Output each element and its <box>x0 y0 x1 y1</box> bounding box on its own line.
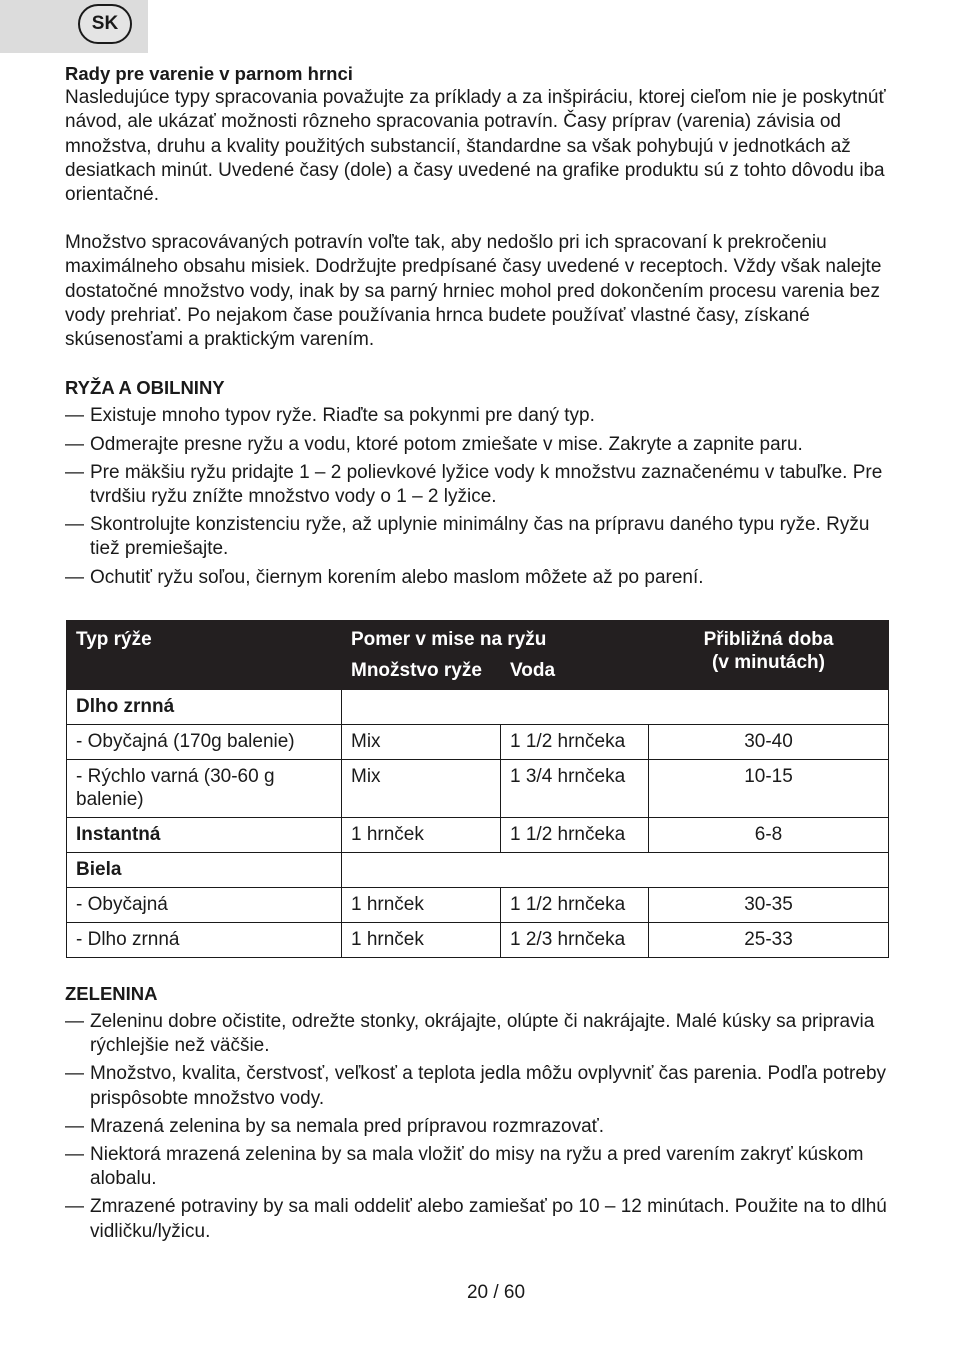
time-cell: 25-33 <box>649 922 889 957</box>
page-content <box>65 62 895 1248</box>
rice-tip <box>65 566 895 590</box>
rice-heading: RYŽA A OBILNINY <box>65 377 225 399</box>
col-water-header: Voda <box>501 658 649 689</box>
dash-bullet: — <box>65 1011 84 1033</box>
rice-tip <box>65 513 895 561</box>
time-cell: 30-40 <box>649 724 889 759</box>
type-cell: Instantná <box>67 817 342 852</box>
water-cell: 1 2/3 hrnčeka <box>501 922 649 957</box>
language-tab <box>0 0 148 53</box>
empty-cell <box>342 689 889 724</box>
col-ratio-header: Pomer v mise na ryžu <box>342 620 649 658</box>
vegetable-tip <box>65 1115 895 1139</box>
dash-bullet: — <box>65 1144 84 1166</box>
rice-tip-text: Skontrolujte konzistenciu ryže, až uplynie minimálny čas na prípravu daného typu ryže. Ryžu tiež premiešajte. <box>90 514 870 560</box>
time-cell: 30-35 <box>649 887 889 922</box>
water-cell: 1 1/2 hrnčeka <box>501 887 649 922</box>
dash-bullet: — <box>65 1196 84 1218</box>
col-type-header: Typ rýže <box>67 620 342 689</box>
amount-cell: 1 hrnček <box>342 887 501 922</box>
type-cell: - Obyčajná <box>67 887 342 922</box>
rice-tip-text: Existuje mnoho typov ryže. Riaďte sa pokynmi pre daný typ. <box>90 405 595 427</box>
vegetable-tip <box>65 1010 895 1058</box>
water-cell: 1 1/2 hrnčeka <box>501 817 649 852</box>
vegetable-tip-text: Zeleninu dobre očistite, odrežte stonky, okrájajte, olúpte či nakrájajte. Malé kúsky sa pripravia rýchlejšie než väčšie. <box>90 1011 875 1057</box>
language-badge: SK <box>78 4 132 44</box>
col-time-header <box>649 620 889 689</box>
dash-bullet: — <box>65 433 84 455</box>
intro-paragraph-1: Nasledujúce typy spracovania považujte za príklady a za inšpiráciu, ktorej cieľom nie je poskytnúť návod, ale ukázať možnosti rôzneho spracovania potravín. Časy príprav (varenia) závisia od množstva, druhu a kvality použitých substancií, štandardne sa však pohybujú v jednotkách až desiatkach minút. Uvedené časy (dole) a časy uvedené na grafike produktu sú z tohto dôvodu iba orientačné. <box>65 87 886 206</box>
intro-paragraph-2: Množstvo spracovávaných potravín voľte tak, aby nedošlo pri ich spracovaní k prekročeniu maximálneho obsahu misiek. Dodržujte predpísané časy uvedené v receptoch. Vždy však nalejte dostatočné množstvo vody, inak by sa parný hrniec mohol pred dokončením procesu varenia bez vody prehriať. Po nejakom čase používania hrnca budete používať vlastné časy, získané skúsenosťami a praktickým varením. <box>65 232 882 351</box>
rice-tips-list <box>65 404 895 589</box>
col-amount-header: Množstvo ryže <box>342 658 501 689</box>
empty-cell <box>342 852 889 887</box>
table-group-row <box>67 689 889 724</box>
type-cell: - Rýchlo varná (30-60 g balenie) <box>67 759 342 817</box>
type-cell: - Dlho zrnná <box>67 922 342 957</box>
rice-table <box>66 620 889 958</box>
time-cell: 10-15 <box>649 759 889 817</box>
intro-title: Rady pre varenie v parnom hrnci <box>65 63 353 84</box>
table-row <box>67 817 889 852</box>
amount-cell: 1 hrnček <box>342 922 501 957</box>
dash-bullet: — <box>65 566 84 588</box>
table-row <box>67 887 889 922</box>
dash-bullet: — <box>65 1063 84 1085</box>
dash-bullet: — <box>65 405 84 427</box>
type-cell: - Obyčajná (170g balenie) <box>67 724 342 759</box>
dash-bullet: — <box>65 514 84 536</box>
amount-cell: Mix <box>342 759 501 817</box>
water-cell: 1 1/2 hrnčeka <box>501 724 649 759</box>
water-cell: 1 3/4 hrnčeka <box>501 759 649 817</box>
col-time-line2: (v minutách) <box>712 651 825 673</box>
rice-tip-text: Ochutiť ryžu soľou, čiernym korením alebo maslom môžete až po parení. <box>90 566 704 588</box>
dash-bullet: — <box>65 461 84 483</box>
col-time-line1: Přibližná doba <box>703 628 834 650</box>
page-number: 20 / 60 <box>466 1282 526 1303</box>
vegetable-tip-text: Niektorá mrazená zelenina by sa mala vložiť do misy na ryžu a pred varením zakryť kúskom alobalu. <box>90 1144 864 1190</box>
group-label-cell: Biela <box>67 852 342 887</box>
amount-cell: Mix <box>342 724 501 759</box>
time-cell: 6-8 <box>649 817 889 852</box>
rice-tip-text: Pre mäkšiu ryžu pridajte 1 – 2 polievkové lyžice vody k množstvu zaznačenému v tabuľke. Pre tvrdšiu ryžu znížte množstvo vody o 1 – 2 lyžice. <box>90 461 883 508</box>
table-group-row <box>67 852 889 887</box>
vegetable-tip-text: Zmrazené potraviny by sa mali oddeliť alebo zamiešať po 10 – 12 minútach. Použite na to dlhú vidličku/lyžicu. <box>90 1196 887 1242</box>
vegetable-tip <box>65 1062 895 1110</box>
vegetable-tip-text: Množstvo, kvalita, čerstvosť, veľkosť a teplota jedla môžu ovplyvniť čas parenia. Podľa potreby prispôsobte množstvo vody. <box>90 1063 887 1109</box>
vegetable-heading: ZELENINA <box>65 982 158 1004</box>
vegetable-tips-list <box>65 1010 895 1244</box>
vegetable-tip <box>65 1143 895 1191</box>
table-row <box>67 922 889 957</box>
rice-tip <box>65 433 895 457</box>
table-row <box>67 724 889 759</box>
rice-tip <box>65 404 895 428</box>
rice-tip-text: Odmerajte presne ryžu a vodu, ktoré potom zmiešate v mise. Zakryte a zapnite paru. <box>90 433 803 455</box>
amount-cell: 1 hrnček <box>342 817 501 852</box>
table-row <box>67 759 889 817</box>
dash-bullet: — <box>65 1115 84 1137</box>
rice-tip <box>65 461 895 509</box>
vegetable-tip-text: Mrazená zelenina by sa nemala pred prípravou rozmrazovať. <box>90 1115 605 1137</box>
group-label-cell: Dlho zrnná <box>67 689 342 724</box>
vegetable-tip <box>65 1195 895 1243</box>
